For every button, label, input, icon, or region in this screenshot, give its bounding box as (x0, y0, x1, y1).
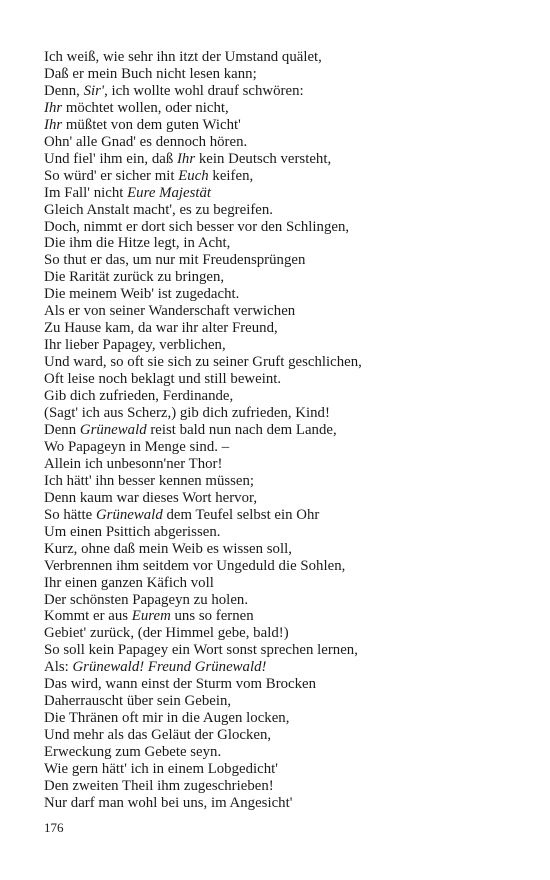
line-text: Die Thränen oft mir in die Augen locken, (44, 710, 290, 727)
line-text: So thut er das, um nur mit Freudensprüngen (44, 252, 306, 269)
poem-line (44, 235, 524, 252)
poem-line (44, 625, 524, 642)
poem-line (44, 269, 524, 286)
line-text: Die ihm die Hitze legt, in Acht, (44, 235, 231, 252)
line-text: Doch, nimmt er dort sich besser vor den Schlingen, (44, 218, 350, 235)
poem-line (44, 642, 524, 659)
italic-text: Ihr (44, 116, 63, 133)
line-text: Nur darf man wohl bei uns, im Angesicht' (44, 794, 293, 811)
line-text: Um einen Psittich abgerissen. (44, 523, 221, 540)
line-text: Ihr lieber Papagey, verblichen, (44, 337, 226, 354)
line-text: So hätte (44, 506, 96, 523)
line-text: Gleich Anstalt macht', es zu begreifen. (44, 201, 274, 218)
poem-line (44, 592, 524, 609)
line-text: Das wird, wann einst der Sturm vom Brocken (44, 676, 317, 693)
poem-line (44, 778, 524, 795)
line-text: Im Fall' nicht (44, 184, 128, 201)
poem-line (44, 490, 524, 507)
poem-line (44, 354, 524, 371)
poem-line (44, 168, 524, 185)
line-text: Und ward, so oft sie sich zu seiner Gruft geschlichen, (44, 354, 362, 371)
poem-line (44, 761, 524, 778)
poem-line (44, 219, 524, 236)
line-text: So soll kein Papagey ein Wort sonst sprechen lernen, (44, 642, 358, 659)
poem-text-block (44, 49, 524, 812)
line-text: kein Deutsch versteht, (195, 150, 332, 167)
poem-line (44, 456, 524, 473)
poem-line (44, 507, 524, 524)
line-text: Denn kaum war dieses Wort hervor, (44, 489, 258, 506)
italic-text: Grünewald! Freund Grünewald! (72, 659, 267, 676)
poem-line (44, 524, 524, 541)
line-text: Den zweiten Theil ihm zugeschrieben! (44, 777, 274, 794)
poem-line (44, 151, 524, 168)
poem-line (44, 795, 524, 812)
italic-text: Grünewald (79, 421, 147, 438)
line-text: keifen, (208, 167, 254, 184)
poem-line (44, 100, 524, 117)
line-text: müßtet von dem guten Wicht' (62, 116, 241, 133)
line-text: möchtet wollen, oder nicht, (62, 99, 229, 116)
poem-line (44, 608, 524, 625)
poem-line (44, 693, 524, 710)
poem-line (44, 473, 524, 490)
line-text: Zu Hause kam, da war ihr alter Freund, (44, 320, 278, 337)
line-text: Als: (44, 659, 73, 676)
poem-line (44, 66, 524, 83)
poem-line (44, 676, 524, 693)
italic-text: Eurem (131, 608, 171, 625)
line-text: So würd' er sicher mit (44, 167, 179, 184)
line-text: Wie gern hätt' ich in einem Lobgedicht' (44, 761, 278, 778)
italic-text: Grünewald (95, 506, 163, 523)
poem-line (44, 83, 524, 100)
poem-line (44, 371, 524, 388)
line-text: Allein ich unbesonn'ner Thor! (44, 455, 223, 472)
poem-line (44, 541, 524, 558)
line-text: Die Rarität zurück zu bringen, (44, 269, 225, 286)
poem-line (44, 388, 524, 405)
poem-line (44, 439, 524, 456)
poem-line (44, 744, 524, 761)
poem-line (44, 405, 524, 422)
poem-line (44, 659, 524, 676)
poem-line (44, 422, 524, 439)
line-text: uns so fernen (170, 608, 254, 625)
line-text: Die meinem Weib' ist zugedacht. (44, 286, 240, 303)
line-text: dem Teufel selbst ein Ohr (162, 506, 320, 523)
line-text: Denn, (44, 82, 84, 99)
line-text: Gib dich zufrieden, Ferdinande, (44, 388, 234, 405)
poem-line (44, 727, 524, 744)
italic-text: Eure Majestät (127, 184, 212, 201)
poem-line (44, 286, 524, 303)
italic-text: Euch (178, 167, 209, 184)
line-text: Ich hätt' ihn besser kennen müssen; (44, 472, 255, 489)
poem-line (44, 185, 524, 202)
line-text: Und fiel' ihm ein, daß (44, 150, 177, 167)
italic-text: Ihr (176, 150, 196, 167)
line-text: Verbrennen ihm seitdem vor Ungeduld die Sohlen, (44, 557, 346, 574)
poem-line (44, 117, 524, 134)
poem-line (44, 337, 524, 354)
poem-line (44, 303, 524, 320)
line-text: Kommt er aus (44, 608, 132, 625)
line-text: Daherrauscht über sein Gebein, (44, 693, 232, 710)
line-text: Oft leise noch beklagt und still beweint. (44, 371, 282, 388)
line-text: Ich weiß, wie sehr ihn itzt der Umstand quälet, (44, 49, 322, 65)
line-text: Kurz, ohne daß mein Weib es wissen soll, (44, 540, 292, 557)
poem-line (44, 558, 524, 575)
line-text: Daß er mein Buch nicht lesen kann; (44, 65, 257, 82)
line-text: Ihr einen ganzen Käfich voll (44, 574, 214, 591)
italic-text: Ihr (44, 99, 63, 116)
poem-line (44, 320, 524, 337)
line-text: Denn (44, 421, 80, 438)
line-text: Gebiet' zurück, (der Himmel gebe, bald!) (44, 625, 289, 642)
poem-line (44, 49, 524, 66)
line-text: Wo Papageyn in Menge sind. – (44, 438, 230, 455)
line-text: (Sagt' ich aus Scherz,) gib dich zufrieden, Kind! (44, 405, 330, 422)
page-number: 176 (44, 820, 64, 835)
poem-line (44, 710, 524, 727)
italic-text: Sir' (83, 82, 105, 99)
poem-line (44, 252, 524, 269)
line-text: Der schönsten Papageyn zu holen. (44, 591, 249, 608)
poem-line (44, 134, 524, 151)
line-text: Erweckung zum Gebete seyn. (44, 744, 222, 761)
line-text: , ich wollte wohl drauf schwören: (104, 82, 304, 99)
poem-line (44, 202, 524, 219)
line-text: Und mehr als das Geläut der Glocken, (44, 727, 272, 744)
line-text: reist bald nun nach dem Lande, (146, 421, 337, 438)
line-text: Ohn' alle Gnad' es dennoch hören. (44, 133, 248, 150)
poem-line (44, 575, 524, 592)
line-text: Als er von seiner Wanderschaft verwichen (44, 303, 296, 320)
